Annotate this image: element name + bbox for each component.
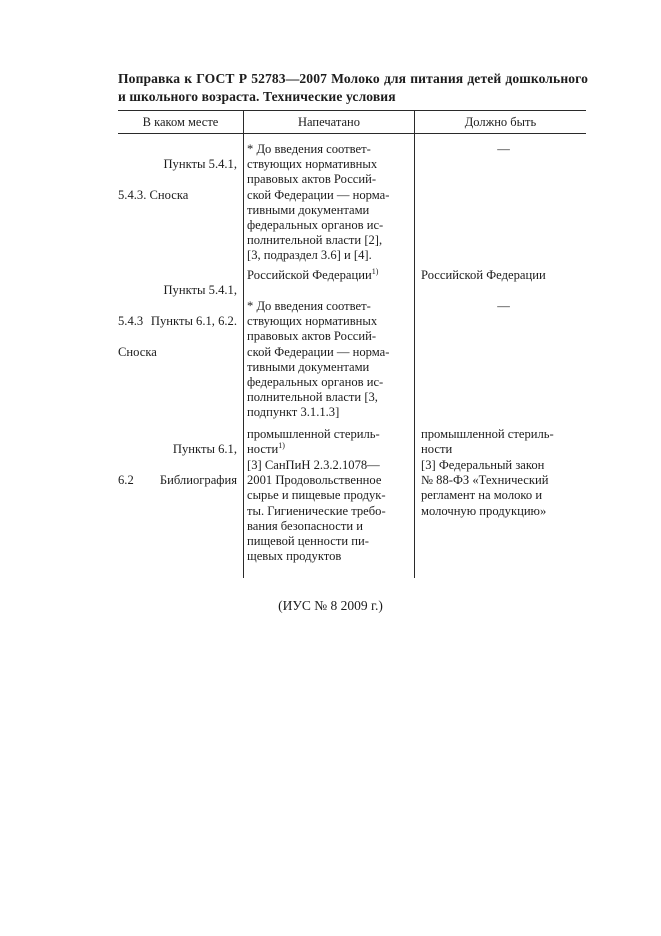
row3-place-line2: Сноска	[118, 344, 157, 359]
row4-printed-footnote-mark: 1)	[278, 441, 285, 451]
row2-place-line1: Пункты 5.4.1,	[163, 283, 237, 298]
row3-should-be: —	[497, 299, 510, 313]
publication-reference: (ИУС № 8 2009 г.)	[278, 598, 383, 613]
row1-place-line2: 5.4.3. Сноска	[118, 187, 189, 202]
row1-should-be: —	[497, 142, 510, 156]
row4-should-be: промышленной стериль- ности	[421, 427, 554, 457]
header-should-be: Должно быть	[464, 115, 537, 129]
row5-place-line1: Библиография	[159, 473, 237, 488]
header-printed: Напечатано	[298, 115, 360, 129]
row5-should-be: [3] Федеральный закон № 88-ФЗ «Технический регламент на молоко и молочную продукцию»	[421, 458, 549, 518]
row4-printed	[247, 427, 409, 457]
row5-place	[118, 458, 237, 504]
row2-printed-footnote-mark: 1)	[371, 266, 379, 276]
document-title: Поправка к ГОСТ Р 52783—2007 Молоко для питания детей дошкольного и школьного возраста. Технические условия	[118, 71, 588, 104]
table-top-rule	[118, 110, 586, 111]
row3-printed: * До введения соответ- ствующих нормативных правовых актов Россий- ской Федерации — норма- тивными документами федеральных органов ис- полнительной власти [3, подпункт 3.1.1.3]	[247, 299, 390, 420]
table-header-rule	[118, 133, 586, 134]
row2-printed-text: Российской Федерации	[247, 268, 372, 282]
row2-should-be: Российской Федерации	[421, 268, 546, 282]
row2-place-line2: 5.4.3	[118, 313, 144, 328]
header-where: В каком месте	[142, 115, 219, 129]
row5-printed: [3] СанПиН 2.3.2.1078— 2001 Продовольственное сырье и пищевые продук- ты. Гигиенические требо- вания безопасности и пищевой ценности пи- щевых продуктов	[247, 458, 386, 564]
column-divider-2	[414, 110, 415, 578]
row3-place-line1: Пункты 6.1, 6.2.	[150, 314, 237, 329]
column-divider-1	[243, 110, 244, 578]
row4-place-line1: Пункты 6.1,	[172, 442, 237, 457]
row1-place-line1: Пункты 5.4.1,	[163, 157, 237, 172]
row4-printed-text: промышленной стериль- ности	[247, 427, 380, 457]
row4-place-line2: 6.2	[118, 472, 134, 487]
row1-place	[118, 142, 237, 218]
row2-printed	[247, 268, 409, 283]
row3-place	[118, 299, 237, 375]
row1-printed: * До введения соответ- ствующих нормативных правовых актов Россий- ской Федерации — норма- тивными документами федеральных органов ис- полнительной власти [2], [3, подраздел 3.6] и [4].	[247, 142, 390, 263]
